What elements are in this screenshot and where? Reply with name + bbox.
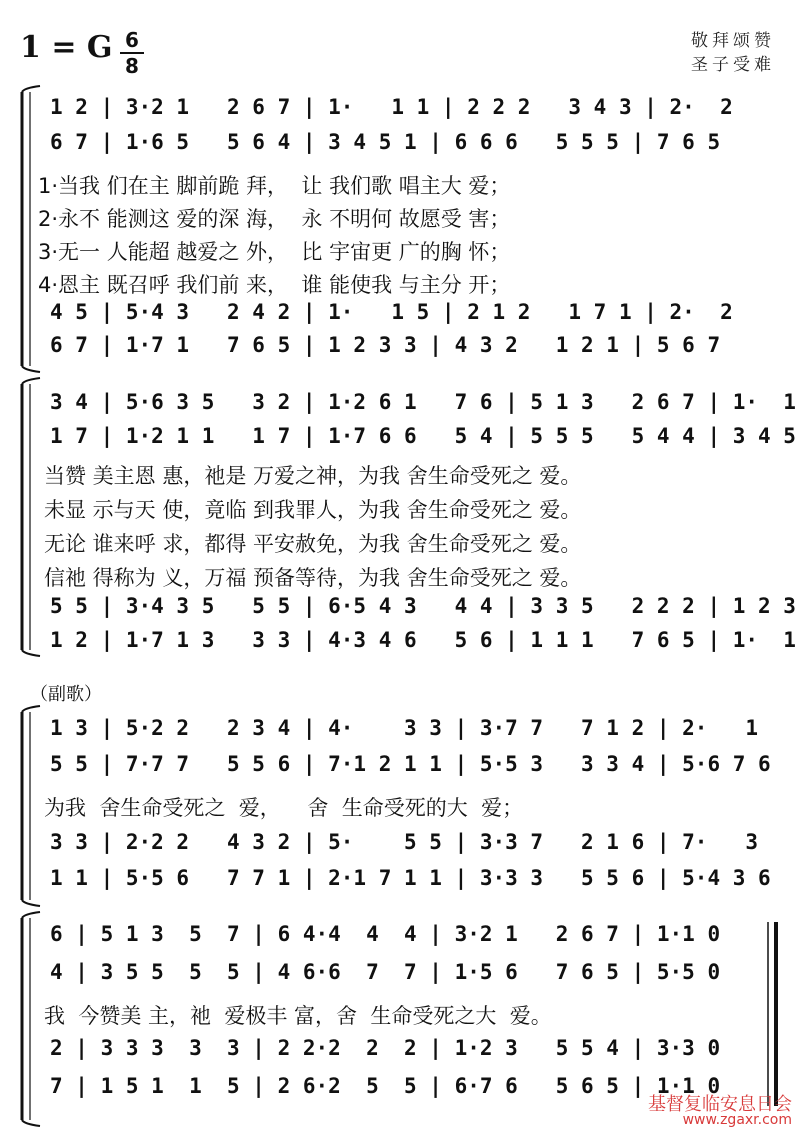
title-line-1: 敬拜颂赞 <box>691 31 775 51</box>
system1-top-melody: 1 2 | 3·2 1 2 6 7 | 1· 1 1 | 2 2 2 3 4 3 | 2· 2 <box>50 95 733 119</box>
system1-lyric-verse4: 4·恩主 既召呼 我们前 来， 谁 能使我 与主分 开； <box>38 273 511 297</box>
time-signature-top: 6 <box>125 28 139 52</box>
system2-top-melody: 3 4 | 5·6 3 5 3 2 | 1·2 6 1 7 6 | 5 1 3 2 6 7 | 1· 1 <box>50 390 796 414</box>
system2-lyric-verse2: 未显 示与天 使，竟临 到我罪人，为我 舍生命受死之 爱。 <box>44 498 582 522</box>
chorus-label: （副歌） <box>30 684 102 705</box>
system3-bottom-tenor: 3 3 | 2·2 2 4 3 2 | 5· 5 5 | 3·3 7 2 1 6 | 7· 3 <box>50 830 759 854</box>
system4-top-alto: 4 | 3 5 5 5 5 | 4 6·6 7 7 | 1·5 6 7 6 5 | 5·5 0 <box>50 960 721 984</box>
system2-lyric-verse4: 信祂 得称为 义，万福 预备等待，为我 舍生命受死之 爱。 <box>44 566 582 590</box>
system1-top-alto: 6 7 | 1·6 5 5 6 4 | 3 4 5 1 | 6 6 6 5 5 5 | 7 6 5 <box>50 130 721 154</box>
system4-lyric: 我 今赞美 主，祂 爱极丰 富，舍 生命受死之大 爱。 <box>44 1004 552 1028</box>
system1-lyric-verse2: 2·永不 能测这 爱的深 海， 永 不明何 故愿受 害； <box>38 207 511 231</box>
system1-bottom-tenor: 4 5 | 5·4 3 2 4 2 | 1· 1 5 | 2 1 2 1 7 1 | 2· 2 <box>50 300 733 324</box>
watermark-url: www.zgaxr.com <box>682 1112 792 1128</box>
system3-top-alto: 5 5 | 7·7 7 5 5 6 | 7·1 2 1 1 | 5·5 3 3 3 4 | 5·6 7 6 <box>50 752 771 776</box>
system2-lyric-verse1: 当赞 美主恩 惠，祂是 万爱之神，为我 舍生命受死之 爱。 <box>44 464 582 488</box>
system3-bottom-bass: 1 1 | 5·5 6 7 7 1 | 2·1 7 1 1 | 3·3 3 5 5 6 | 5·4 3 6 <box>50 866 771 890</box>
key-signature: 1 = G <box>20 30 113 65</box>
system3-lyric: 为我 舍生命受死之 爱， 舍 生命受死的大 爱； <box>44 796 524 820</box>
system2-bottom-tenor: 5 5 | 3·4 3 5 5 5 | 6·5 4 3 4 4 | 3 3 5 2 2 2 | 1 2 3 <box>50 594 796 618</box>
system2-lyric-verse3: 无论 谁来呼 求，都得 平安赦免，为我 舍生命受死之 爱。 <box>44 532 582 556</box>
time-signature-bottom: 8 <box>120 52 144 78</box>
system4-bottom-bass: 7 | 1 5 1 1 5 | 2 6·2 5 5 | 6·7 6 5 6 5 | 1·1 0 <box>50 1074 721 1098</box>
system1-lyric-verse3: 3·无一 人能超 越爱之 外， 比 宇宙更 广的胸 怀； <box>38 240 511 264</box>
system4-bottom-tenor: 2 | 3 3 3 3 3 | 2 2·2 2 2 | 1·2 3 5 5 4 | 3·3 0 <box>50 1036 721 1060</box>
system1-bottom-bass: 6 7 | 1·7 1 7 6 5 | 1 2 3 3 | 4 3 2 1 2 1 | 5 6 7 <box>50 333 721 357</box>
system3-top-melody: 1 3 | 5·2 2 2 3 4 | 4· 3 3 | 3·7 7 7 1 2 | 2· 1 <box>50 716 759 740</box>
system4-top-melody: 6 | 5 1 3 5 7 | 6 4·4 4 4 | 3·2 1 2 6 7 | 1·1 0 <box>50 922 721 946</box>
watermark-site-name: 基督复临安息日会 <box>648 1094 792 1115</box>
title-line-2: 圣子受难 <box>691 55 775 75</box>
system1-lyric-verse1: 1·当我 们在主 脚前跪 拜， 让 我们歌 唱主大 爱； <box>38 174 511 198</box>
system2-top-alto: 1 7 | 1·2 1 1 1 7 | 1·7 6 6 5 4 | 5 5 5 5 4 4 | 3 4 5 <box>50 424 796 448</box>
system2-bottom-bass: 1 2 | 1·7 1 3 3 3 | 4·3 4 6 5 6 | 1 1 1 7 6 5 | 1· 1 <box>50 628 796 652</box>
